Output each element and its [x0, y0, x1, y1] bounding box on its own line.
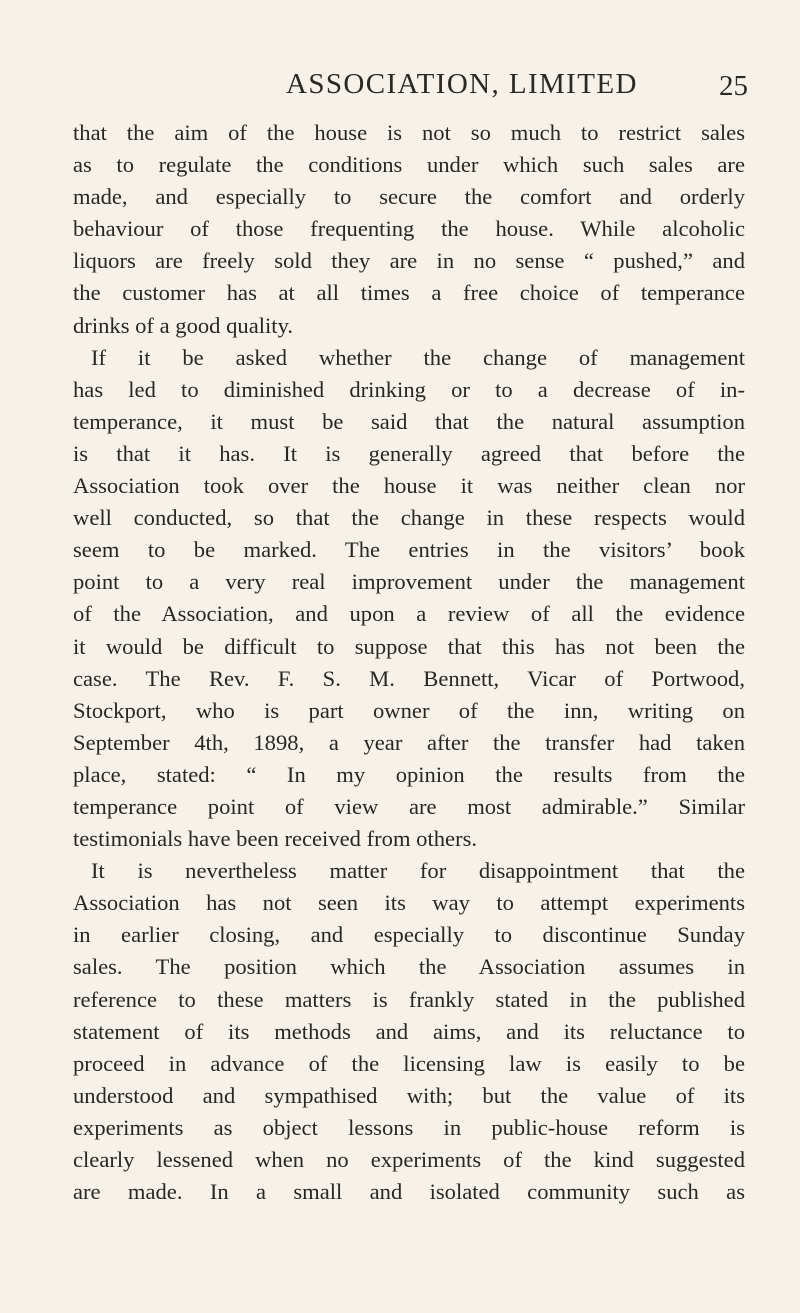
page-number: 25: [719, 70, 748, 102]
text-line: case. The Rev. F. S. M. Bennett, Vicar of Portwood,: [73, 665, 745, 691]
text-line: If it be asked whether the change of management: [91, 344, 745, 370]
text-line: September 4th, 1898, a year after the transfer had taken: [73, 729, 745, 755]
text-line: drinks of a good quality.: [73, 312, 294, 338]
text-line: place, stated: “ In my opinion the results from the: [73, 761, 745, 787]
text-line: well conducted, so that the change in these respects would: [73, 505, 745, 531]
text-line: is that it has. It is generally agreed that before the: [73, 440, 745, 466]
text-line: liquors are freely sold they are in no sense “ pushed,” and: [73, 248, 745, 274]
text-line: clearly lessened when no experiments of the kind suggested: [73, 1147, 745, 1172]
body-text: [73, 117, 745, 1208]
text-line: in earlier closing, and especially to discontinue Sunday: [73, 922, 745, 948]
text-line: temperance point of view are most admirable.” Similar: [73, 793, 745, 819]
text-line: of the Association, and upon a review of all the evidence: [73, 601, 745, 627]
text-line: Stockport, who is part owner of the inn, writing on: [73, 697, 745, 723]
text-line: Association took over the house it was neither clean nor: [73, 473, 745, 499]
text-line: Association has not seen its way to attempt experiments: [73, 890, 745, 916]
text-line: behaviour of those frequenting the house. While alcoholic: [73, 216, 745, 242]
text-line: statement of its methods and aims, and its reluctance to: [73, 1018, 745, 1044]
text-line: It is nevertheless matter for disappointment that the: [91, 858, 745, 884]
text-line: made, and especially to secure the comfort and orderly: [73, 184, 745, 210]
text-line: the customer has at all times a free choice of temperance: [73, 280, 745, 306]
text-line: understood and sympathised with; but the value of its: [73, 1082, 745, 1108]
text-line: seem to be marked. The entries in the visitors’ book: [73, 537, 745, 563]
text-line: reference to these matters is frankly stated in the published: [73, 986, 745, 1012]
text-line: testimonials have been received from others.: [73, 826, 478, 852]
text-line: has led to diminished drinking or to a decrease of in-: [73, 376, 745, 402]
text-line: it would be difficult to suppose that this has not been the: [73, 633, 745, 659]
text-line: that the aim of the house is not so much to restrict sales: [73, 120, 745, 145]
text-line: experiments as object lessons in public-house reform is: [73, 1114, 745, 1140]
text-line: are made. In a small and isolated community such as: [73, 1179, 745, 1205]
text-line: proceed in advance of the licensing law is easily to be: [73, 1050, 745, 1076]
text-line: sales. The position which the Association assumes in: [73, 954, 745, 980]
text-line: temperance, it must be said that the natural assumption: [73, 408, 745, 434]
text-line: as to regulate the conditions under which such sales are: [73, 152, 745, 178]
running-head-title: ASSOCIATION, LIMITED: [286, 68, 638, 100]
text-line: point to a very real improvement under the management: [73, 569, 745, 595]
